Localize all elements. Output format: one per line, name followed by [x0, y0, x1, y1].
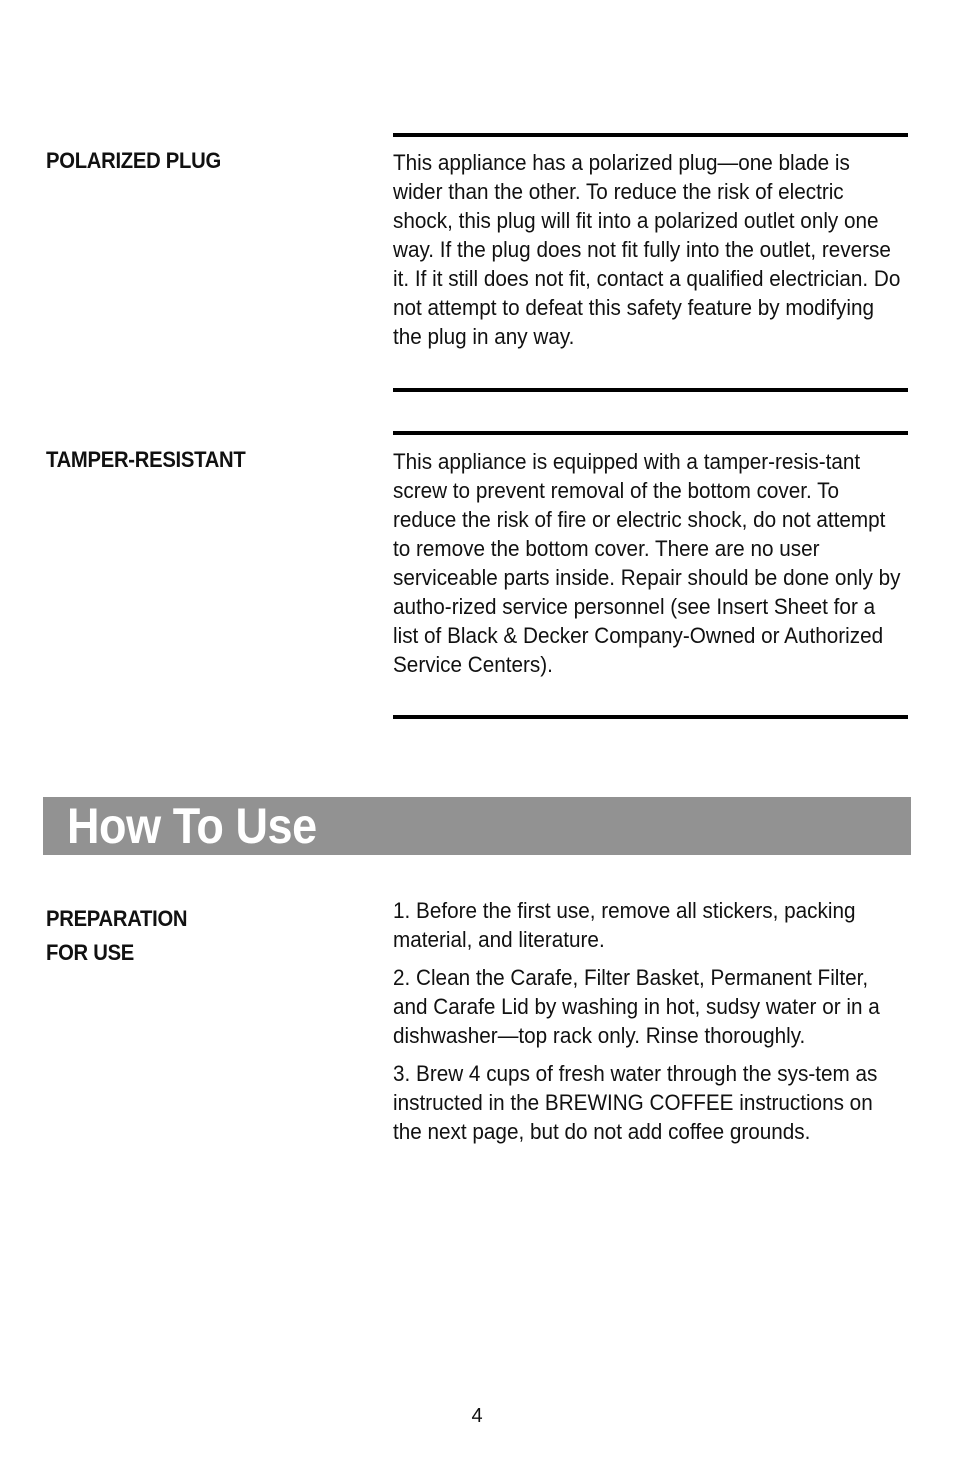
preparation-heading-line2: FOR USE [46, 940, 135, 965]
tamper-resistant-bottom-rule [393, 715, 908, 719]
preparation-step-1: 1. Before the first use, remove all stickers, packing material, and literature. [393, 898, 856, 952]
tamper-resistant-top-rule [393, 431, 908, 435]
polarized-plug-text: This appliance has a polarized plug—one blade is wider than the other. To reduce the risk of electric shock, this plug will fit into a polarized outlet only one way. If the plug does not fit fully into the outlet, reverse it. If it still does not fit, contact a qualified electrician. Do not attempt to defeat this safety feature by modifying the plug in any way. [393, 150, 901, 349]
preparation-steps [393, 896, 904, 1155]
tamper-resistant-heading: TAMPER-RESISTANT [46, 447, 246, 472]
polarized-plug-top-rule [393, 133, 908, 137]
page-number: 4 [471, 1405, 483, 1427]
how-to-use-title: How To Use [67, 798, 317, 854]
how-to-use-banner [43, 797, 911, 855]
tamper-resistant-text: This appliance is equipped with a tamper-resis-tant screw to prevent removal of the bottom cover. To reduce the risk of fire or electric shock, do not attempt to remove the bottom cover. There are no user serviceable parts inside. Repair should be done only by autho-rized service personnel (see Insert Sheet for a list of Black & Decker Company-Owned or Authorized Service Centers). [393, 449, 901, 677]
preparation-step-2: 2. Clean the Carafe, Filter Basket, Permanent Filter, and Carafe Lid by washing in hot, sudsy water or in a dishwasher—top rack only. Rinse thoroughly. [393, 965, 880, 1048]
polarized-plug-heading: POLARIZED PLUG [46, 148, 221, 173]
polarized-plug-bottom-rule [393, 388, 908, 392]
preparation-heading-line1: PREPARATION [46, 906, 188, 931]
preparation-step-3: 3. Brew 4 cups of fresh water through the sys-tem as instructed in the BREWING COFFEE instructions on the next page, but do not add coffee grounds. [393, 1061, 878, 1144]
preparation-heading [46, 902, 187, 970]
